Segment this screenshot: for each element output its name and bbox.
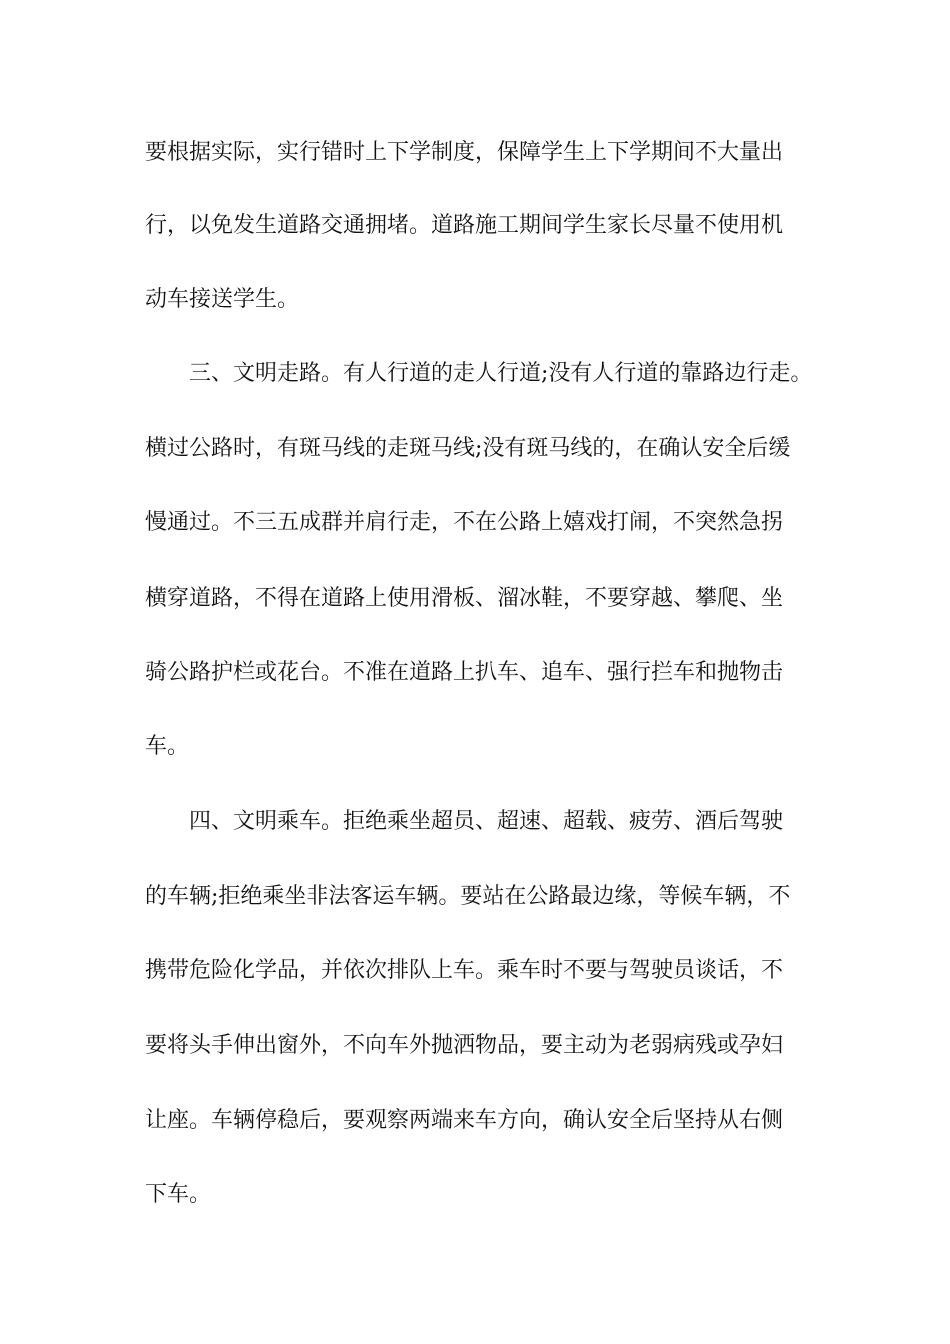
text-line: 骑公路护栏或花台。不准在道路上扒车、追车、强行拦车和抛物击 bbox=[145, 660, 784, 685]
text-line: 慢通过。不三五成群并肩行走，不在公路上嬉戏打闹，不突然急拐 bbox=[145, 510, 784, 535]
text-line: 要根据实际，实行错时上下学制度，保障学生上下学期间不大量出 bbox=[145, 140, 784, 165]
text-line: 车。 bbox=[145, 734, 190, 759]
text-line: 携带危险化学品，并依次排队上车。乘车时不要与驾驶员谈话，不 bbox=[145, 958, 784, 983]
text-line: 要将头手伸出窗外，不向车外抛洒物品，要主动为老弱病残或孕妇 bbox=[145, 1033, 784, 1058]
text-line: 让座。车辆停稳后，要观察两端来车方向，确认安全后坚持从右侧 bbox=[145, 1108, 784, 1133]
text-line: 三、文明走路。有人行道的走人行道;没有人行道的靠路边行走。 bbox=[145, 361, 813, 386]
text-line: 四、文明乘车。拒绝乘坐超员、超速、超载、疲劳、酒后驾驶 bbox=[145, 809, 784, 834]
text-line: 动车接送学生。 bbox=[145, 287, 300, 312]
text-line: 下车。 bbox=[145, 1182, 212, 1207]
text-line: 横过公路时，有斑马线的走斑马线;没有斑马线的，在确认安全后缓 bbox=[145, 436, 791, 461]
text-line: 的车辆;拒绝乘坐非法客运车辆。要站在公路最边缘，等候车辆，不 bbox=[145, 884, 791, 909]
text-line: 行，以免发生道路交通拥堵。道路施工期间学生家长尽量不使用机 bbox=[145, 213, 784, 238]
text-line: 横穿道路，不得在道路上使用滑板、溜冰鞋，不要穿越、攀爬、坐 bbox=[145, 586, 784, 611]
